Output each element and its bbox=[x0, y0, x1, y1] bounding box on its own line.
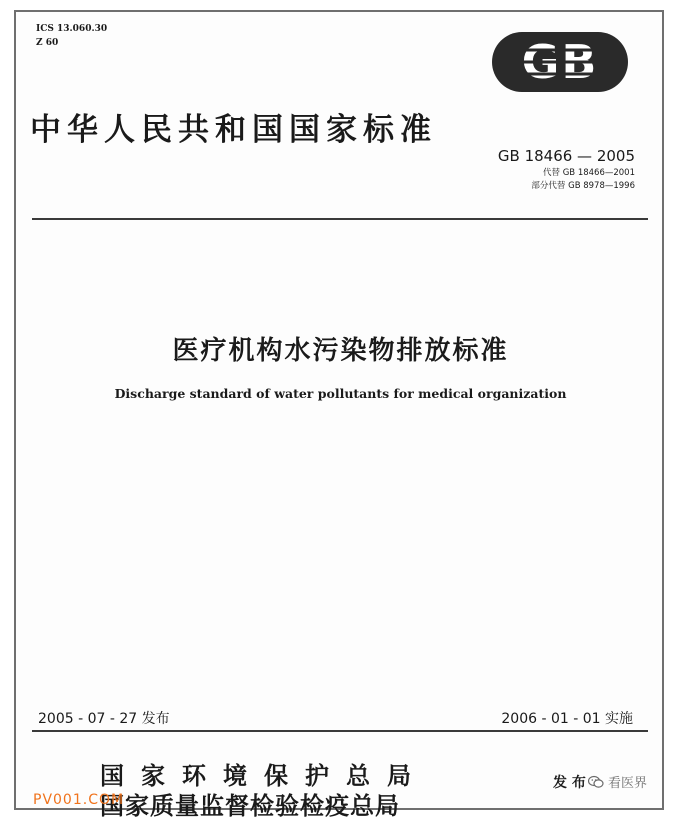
ics-code: ICS 13.060.30 bbox=[36, 24, 108, 34]
watermark-site: PV001.COM bbox=[33, 792, 125, 808]
effective-date: 2006 - 01 - 01 实施 bbox=[501, 711, 633, 727]
document-title-cn: 医疗机构水污染物排放标准 bbox=[172, 336, 509, 366]
replaces-text: 代替 GB 18466—2001 bbox=[543, 168, 635, 178]
partially-replaces-text: 部分代替 GB 8978—1996 bbox=[531, 181, 635, 191]
issuer-line-1: 国家环境保护总局 bbox=[100, 761, 428, 790]
watermark-account-name: 看医界 bbox=[608, 776, 648, 791]
gb-logo bbox=[490, 30, 630, 94]
document-title-en: Discharge standard of water pollutants for medical organization bbox=[114, 386, 567, 401]
class-code: Z 60 bbox=[36, 38, 59, 48]
header-divider bbox=[32, 218, 648, 220]
standard-number: GB 18466 — 2005 bbox=[497, 147, 635, 165]
footer-divider bbox=[32, 730, 648, 732]
standard-replacement-info bbox=[531, 167, 635, 193]
wechat-icon bbox=[588, 775, 604, 789]
issuer-line-2: 国家质量监督检验检疫总局 bbox=[100, 791, 400, 820]
national-standard-title: 中华人民共和国国家标准 bbox=[30, 112, 437, 148]
issue-date: 2005 - 07 - 27 发布 bbox=[38, 711, 170, 727]
watermark-account bbox=[588, 772, 647, 791]
classification-codes bbox=[36, 22, 107, 50]
svg-text:GB: GB bbox=[521, 35, 599, 89]
publish-label: 发 布 bbox=[553, 775, 586, 791]
